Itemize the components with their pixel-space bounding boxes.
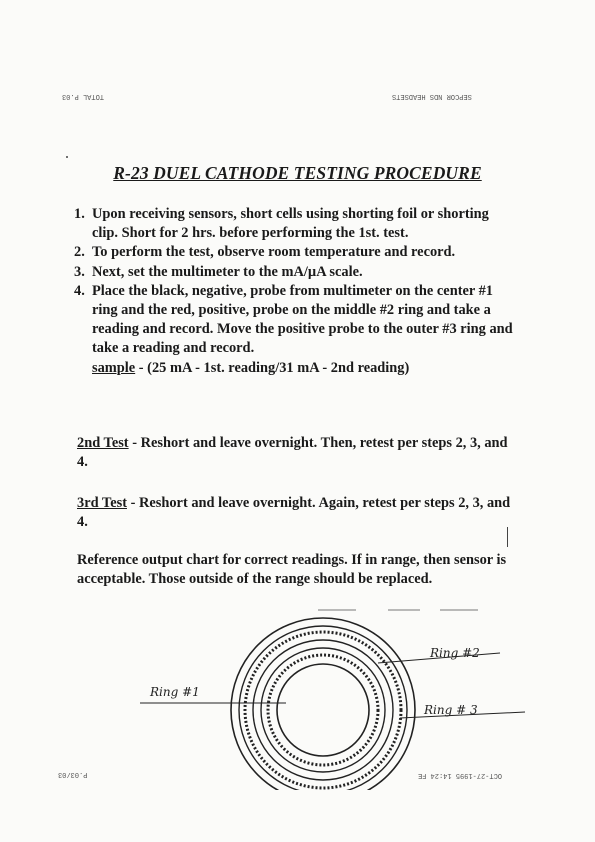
sample-label: sample bbox=[92, 359, 136, 376]
ring-2-edge bbox=[253, 640, 393, 780]
procedure-steps bbox=[74, 205, 514, 378]
fax-footer-left: P.03/03 bbox=[58, 770, 88, 778]
second-test-label: 2nd Test bbox=[77, 435, 129, 451]
ring-2 bbox=[261, 648, 385, 772]
third-test-label: 3rd Test bbox=[77, 495, 127, 511]
ring-1-label: Ring #1 bbox=[150, 685, 200, 699]
ring-3 bbox=[239, 626, 407, 790]
sample-text: - (25 mA - 1st. reading/31 mA - 2nd reading) bbox=[135, 359, 410, 376]
ring-2-label: Ring #2 bbox=[430, 646, 480, 660]
ring-diagram bbox=[0, 600, 595, 790]
step-2: 2. To perform the test, observe room temperature and record. bbox=[74, 244, 456, 261]
fax-header-right: SEPCOR NDS HEADSETS bbox=[392, 92, 472, 100]
step-1: 1. Upon receiving sensors, short cells using shorting foil or shorting clip. Short for 2 hrs. before performing the 1st. test. bbox=[74, 206, 489, 242]
third-test-text: - Reshort and leave overnight. Again, retest per steps 2, 3, and 4. bbox=[77, 495, 511, 531]
reference-paragraph: Reference output chart for correct readings. If in range, then sensor is acceptable. Those outside of the range should be replaced. bbox=[77, 552, 507, 588]
page-title: R-23 DUEL CATHODE TESTING PROCEDURE bbox=[113, 163, 482, 183]
second-test-paragraph bbox=[77, 434, 517, 472]
ring-2-band bbox=[268, 655, 378, 765]
fax-header-left: TOTAL P.03 bbox=[62, 92, 105, 100]
ring-3-label: Ring # 3 bbox=[424, 703, 478, 717]
sample-line bbox=[74, 359, 514, 378]
scan-speck bbox=[66, 156, 68, 158]
scan-mark bbox=[507, 527, 508, 547]
step-3: 3. Next, set the multimeter to the mA/µA scale. bbox=[74, 263, 363, 280]
third-test-paragraph bbox=[77, 494, 517, 532]
fax-footer-right: OCT-27-1995 14:24 FE bbox=[418, 771, 503, 779]
ring-1 bbox=[277, 664, 369, 756]
step-4: 4. Place the black, negative, probe from multimeter on the center #1 ring and the red, positive, probe on the middle #2 ring and take a reading and record. Move the positive probe to the outer #3 ring and take a reading and record. bbox=[74, 282, 513, 357]
second-test-text: - Reshort and leave overnight. Then, retest per steps 2, 3, and 4. bbox=[77, 435, 508, 471]
